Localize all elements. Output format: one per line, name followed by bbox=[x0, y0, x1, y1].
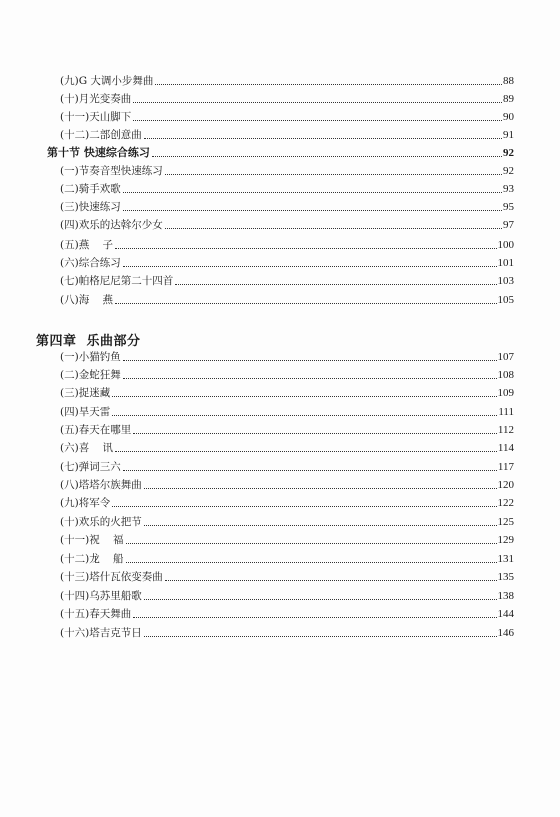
toc-entry bbox=[60, 531, 514, 547]
toc-entry-page: 146 bbox=[497, 627, 514, 639]
toc-entry bbox=[60, 272, 514, 288]
toc-leader bbox=[123, 378, 497, 379]
toc-entry-title: (十二)龙 船 bbox=[60, 553, 124, 565]
toc-entry-page: 90 bbox=[503, 111, 514, 123]
toc-leader bbox=[144, 636, 497, 637]
toc-entry-title: (十)欢乐的火把节 bbox=[60, 516, 142, 528]
toc-entry bbox=[60, 587, 514, 603]
toc-leader bbox=[112, 506, 496, 507]
toc-entry-title: (九)G 大调小步舞曲 bbox=[60, 75, 154, 87]
toc-entry-page: 95 bbox=[503, 201, 514, 213]
toc-entry bbox=[60, 421, 514, 437]
toc-leader bbox=[123, 210, 502, 211]
toc-leader bbox=[126, 543, 497, 544]
toc-leader bbox=[155, 84, 502, 85]
toc-entry-page: 108 bbox=[497, 369, 514, 381]
toc-entry-title: (十五)春天舞曲 bbox=[60, 608, 132, 620]
toc-entry bbox=[60, 72, 514, 88]
toc-entry-title: (八)海 燕 bbox=[60, 294, 114, 306]
toc-leader bbox=[144, 599, 497, 600]
toc-entry bbox=[60, 162, 514, 178]
toc-entry-title: (二)金蛇狂舞 bbox=[60, 369, 121, 381]
chapter-heading: 第四章 乐曲部分 bbox=[36, 334, 141, 349]
toc-leader bbox=[152, 156, 502, 157]
toc-entry-page: 122 bbox=[497, 497, 514, 509]
toc-entry bbox=[60, 126, 514, 142]
toc-leader bbox=[126, 562, 497, 563]
toc-leader bbox=[123, 266, 497, 267]
toc-entry bbox=[60, 384, 514, 400]
toc-entry bbox=[60, 216, 514, 232]
toc-entry bbox=[60, 366, 514, 382]
toc-entry-page: 100 bbox=[497, 239, 514, 251]
toc-entry bbox=[60, 254, 514, 270]
toc-entry bbox=[60, 198, 514, 214]
toc-entry-page: 105 bbox=[497, 294, 514, 306]
toc-leader bbox=[165, 174, 502, 175]
toc-section-heading bbox=[47, 144, 514, 160]
toc-entry-page: 138 bbox=[497, 590, 514, 602]
toc-entry-title: (一)小猫钓鱼 bbox=[60, 351, 121, 363]
toc-leader bbox=[175, 284, 496, 285]
toc-leader bbox=[144, 488, 497, 489]
toc-entry bbox=[60, 568, 514, 584]
toc-leader bbox=[133, 433, 497, 434]
toc-entry bbox=[60, 108, 514, 124]
toc-entry bbox=[60, 458, 514, 474]
toc-entry bbox=[60, 476, 514, 492]
toc-entry-title: (五)春天在哪里 bbox=[60, 424, 132, 436]
toc-entry bbox=[60, 403, 514, 419]
toc-section-title: 第十节 快速综合练习 bbox=[47, 146, 150, 159]
toc-entry-title: (二)骑手欢歌 bbox=[60, 183, 121, 195]
toc-leader bbox=[144, 525, 497, 526]
toc-entry-page: 129 bbox=[497, 534, 514, 546]
toc-entry-title: (六)综合练习 bbox=[60, 257, 121, 269]
toc-leader bbox=[115, 451, 497, 452]
toc-entry-title: (九)将军令 bbox=[60, 497, 111, 509]
toc-leader bbox=[123, 360, 497, 361]
toc-leader bbox=[112, 396, 496, 397]
toc-entry-page: 88 bbox=[503, 75, 514, 87]
toc-entry-title: (十)月光变奏曲 bbox=[60, 93, 132, 105]
toc-entry-page: 89 bbox=[503, 93, 514, 105]
toc-leader bbox=[133, 617, 496, 618]
toc-entry-page: 117 bbox=[497, 461, 514, 473]
toc-entry-page: 114 bbox=[497, 442, 514, 454]
toc-entry-page: 91 bbox=[503, 129, 514, 141]
toc-entry-title: (七)帕格尼尼第二十四首 bbox=[60, 275, 174, 287]
toc-entry-title: (三)捉迷藏 bbox=[60, 387, 111, 399]
toc-leader bbox=[115, 303, 496, 304]
toc-entry-title: (四)欢乐的达斡尔少女 bbox=[60, 219, 163, 231]
toc-entry-title: (六)喜 讯 bbox=[60, 442, 114, 454]
toc-entry-title: (十六)塔吉克节日 bbox=[60, 627, 142, 639]
toc-entry-page: 101 bbox=[497, 257, 514, 269]
toc-entry-page: 103 bbox=[497, 275, 514, 287]
toc-entry bbox=[60, 513, 514, 529]
toc-leader bbox=[133, 120, 502, 121]
toc-entry-title: (十一)祝 福 bbox=[60, 534, 124, 546]
toc-leader bbox=[123, 192, 502, 193]
toc-entry-title: (七)弹词三六 bbox=[60, 461, 121, 473]
toc-entry-page: 125 bbox=[497, 516, 514, 528]
toc-entry-title: (十一)天山脚下 bbox=[60, 111, 132, 123]
toc-entry-title: (十四)乌苏里船歌 bbox=[60, 590, 142, 602]
toc-entry-title: (十三)塔什瓦依变奏曲 bbox=[60, 571, 163, 583]
toc-leader bbox=[115, 248, 496, 249]
toc-entry-title: (四)旱天雷 bbox=[60, 406, 111, 418]
toc-entry-page: 109 bbox=[497, 387, 514, 399]
toc-entry-title: (五)燕 子 bbox=[60, 239, 114, 251]
toc-entry bbox=[60, 605, 514, 621]
toc-entry bbox=[60, 624, 514, 640]
toc-entry bbox=[60, 236, 514, 252]
toc-entry bbox=[60, 550, 514, 566]
toc-entry bbox=[60, 291, 514, 307]
toc-entry-page: 111 bbox=[498, 406, 514, 418]
toc-entry bbox=[60, 439, 514, 455]
toc-leader bbox=[165, 580, 497, 581]
toc-leader bbox=[112, 415, 497, 416]
toc-section-page: 92 bbox=[503, 147, 514, 159]
toc-leader bbox=[123, 470, 497, 471]
toc-leader bbox=[133, 102, 502, 103]
toc-entry-page: 131 bbox=[497, 553, 514, 565]
toc-entry-page: 120 bbox=[497, 479, 514, 491]
toc-entry-title: (三)快速练习 bbox=[60, 201, 121, 213]
toc-entry-page: 135 bbox=[497, 571, 514, 583]
toc-entry bbox=[60, 348, 514, 364]
toc-entry-page: 112 bbox=[497, 424, 514, 436]
toc-entry-page: 97 bbox=[503, 219, 514, 231]
toc-entry-page: 93 bbox=[503, 183, 514, 195]
toc-entry bbox=[60, 90, 514, 106]
toc-entry-page: 107 bbox=[497, 351, 514, 363]
toc-entry bbox=[60, 494, 514, 510]
toc-entry-page: 144 bbox=[497, 608, 514, 620]
toc-entry-page: 92 bbox=[503, 165, 514, 177]
toc-entry-title: (八)塔塔尔族舞曲 bbox=[60, 479, 142, 491]
toc-entry bbox=[60, 180, 514, 196]
toc-leader bbox=[144, 138, 502, 139]
toc-leader bbox=[165, 228, 502, 229]
toc-entry-title: (一)节奏音型快速练习 bbox=[60, 165, 163, 177]
toc-entry-title: (十二)二部创意曲 bbox=[60, 129, 142, 141]
